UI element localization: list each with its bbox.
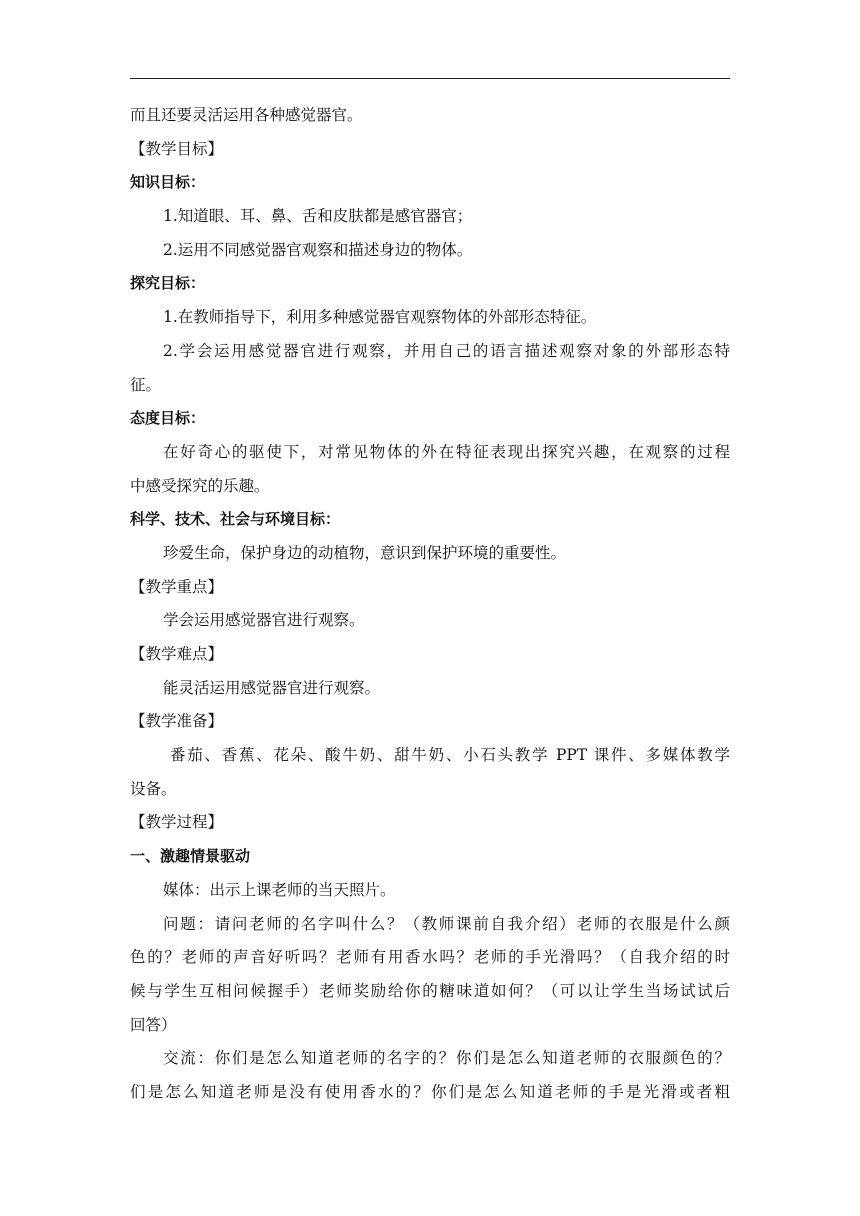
subheading-attitude-goals: 态度目标： — [130, 409, 206, 428]
header-rule — [130, 78, 730, 79]
subheading-knowledge-goals: 知识目标： — [130, 173, 206, 192]
paragraph-line: 学会运用感觉器官进行观察。 — [163, 611, 365, 630]
section-heading-teaching-focus: 【教学重点】 — [130, 577, 224, 596]
subheading-inquiry-goals: 探究目标： — [130, 274, 206, 293]
subheading-section-one: 一、激趣情景驱动 — [130, 847, 251, 866]
paragraph-line: 设备。 — [130, 779, 177, 798]
subheading-stse-goals: 科学、技术、社会与环境目标： — [130, 510, 341, 529]
paragraph-line: 问题：请问老师的名字叫什么？（教师课前自我介绍）老师的衣服是什么颜 — [163, 914, 730, 933]
list-item: 1.在教师指导下，利用多种感觉器官观察物体的外部形态特征。 — [163, 308, 597, 327]
section-heading-teaching-preparation: 【教学准备】 — [130, 712, 224, 731]
paragraph-line: 回答） — [130, 1015, 177, 1034]
paragraph-line: 而且还要灵活运用各种感觉器官。 — [130, 106, 363, 124]
paragraph-line: 珍爱生命，保护身边的动植物，意识到保护环境的重要性。 — [163, 543, 567, 562]
list-item: 1.知道眼、耳、鼻、舌和皮肤都是感官器官； — [163, 207, 473, 226]
document-body — [130, 99, 730, 1110]
paragraph-line: 征。 — [130, 375, 162, 394]
paragraph-line: 色的？老师的声音好听吗？老师有用香水吗？老师的手光滑吗？（自我介绍的时 — [130, 948, 730, 967]
paragraph-line: 媒体：出示上课老师的当天照片。 — [163, 880, 396, 899]
section-heading-teaching-difficulty: 【教学难点】 — [130, 645, 224, 663]
paragraph-line: 候与学生互相问候握手）老师奖励给你的糖味道如何？（可以让学生当场试试后 — [130, 981, 730, 1000]
section-heading-teaching-goals: 【教学目标】 — [130, 139, 224, 158]
paragraph-line: 中感受探究的乐趣。 — [130, 476, 270, 495]
section-heading-teaching-process: 【教学过程】 — [130, 813, 224, 832]
list-item: 2.学会运用感觉器官进行观察，并用自己的语言描述观察对象的外部形态特 — [163, 341, 730, 360]
paragraph-line: 能灵活运用感觉器官进行观察。 — [163, 678, 381, 697]
paragraph-line: 交流：你们是怎么知道老师的名字的？你们是怎么知道老师的衣服颜色的？ — [163, 1049, 730, 1068]
paragraph-line: 番茄、香蕉、花朵、酸牛奶、甜牛奶、小石头教学 PPT 课件、多媒体教学 — [170, 746, 730, 765]
paragraph-line: 们是怎么知道老师是没有使用香水的？你们是怎么知道老师的手是光滑或者粗 — [130, 1082, 730, 1101]
list-item: 2.运用不同感觉器官观察和描述身边的物体。 — [163, 240, 473, 259]
paragraph-line: 在好奇心的驱使下，对常见物体的外在特征表现出探究兴趣，在观察的过程 — [163, 442, 730, 461]
